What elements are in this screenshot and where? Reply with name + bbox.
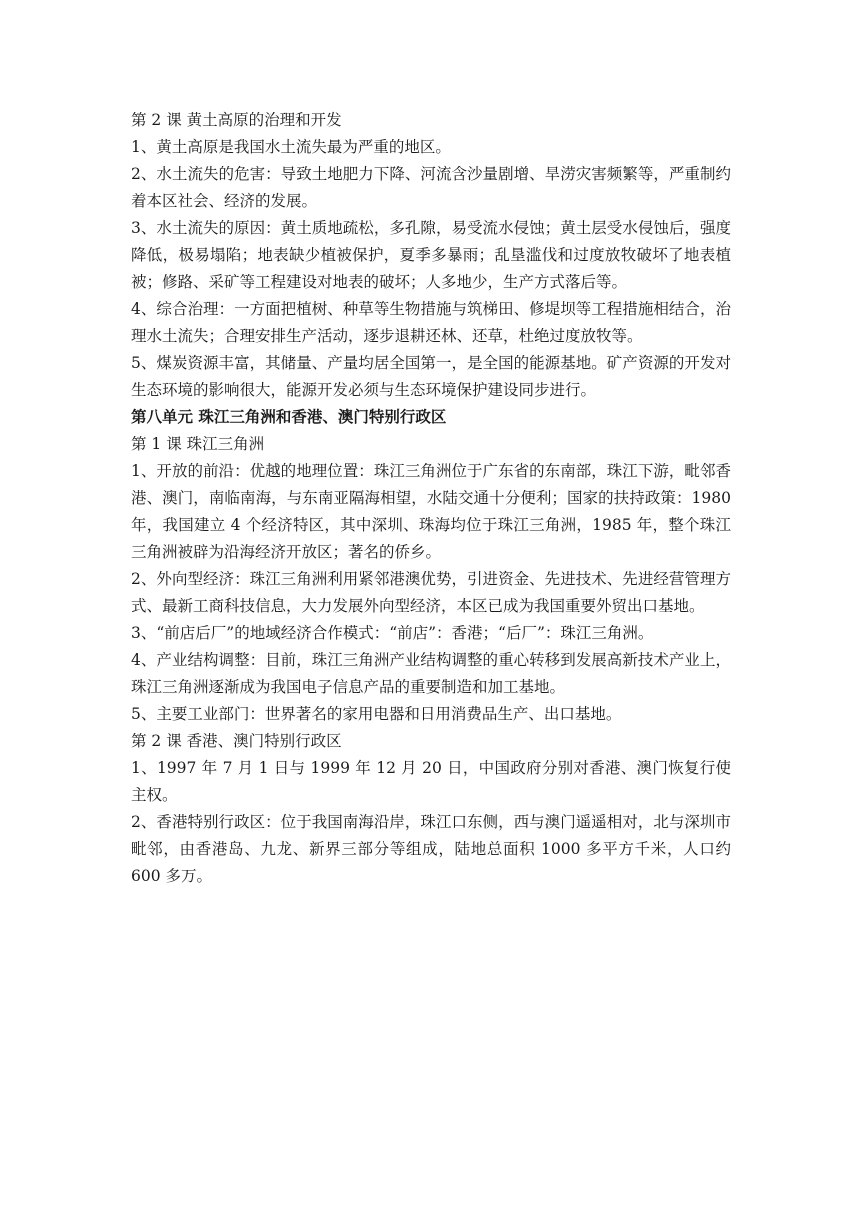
paragraph: 1、开放的前沿：优越的地理位置：珠江三角洲位于广东省的东南部，珠江下游，毗邻香港、澳门，南临南海，与东南亚隔海相望，水陆交通十分便利；国家的扶持政策：1980 年，我国建立 4 个经济特区，其中深圳、珠海均位于珠江三角洲，1985 年，整个珠江三角洲被辟为沿海经济开放区；著名的侨乡。: [131, 462, 731, 561]
document-body: [131, 107, 731, 890]
paragraph: 4、综合治理：一方面把植树、种草等生物措施与筑梯田、修堤坝等工程措施相结合，治理水土流失；合理安排生产活动，逐步退耕还林、还草，杜绝过度放牧等。: [131, 300, 731, 345]
lesson-title: 第 2 课 香港、澳门特别行政区: [131, 732, 342, 750]
lesson-title: 第 1 课 珠江三角洲: [131, 435, 265, 453]
paragraph: 3、水土流失的原因：黄土质地疏松，多孔隙，易受流水侵蚀；黄土层受水侵蚀后，强度降低，极易塌陷；地表缺少植被保护，夏季多暴雨；乱垦滥伐和过度放牧破坏了地表植被；修路、采矿等工程建设对地表的破坏；人多地少，生产方式落后等。: [131, 219, 731, 291]
paragraph: 5、煤炭资源丰富，其储量、产量均居全国第一，是全国的能源基地。矿产资源的开发对生态环境的影响很大，能源开发必须与生态环境保护建设同步进行。: [131, 354, 731, 399]
paragraph: 1、1997 年 7 月 1 日与 1999 年 12 月 20 日，中国政府分别对香港、澳门恢复行使主权。: [131, 759, 731, 804]
paragraph: 4、产业结构调整：目前，珠江三角洲产业结构调整的重心转移到发展高新技术产业上，珠江三角洲逐渐成为我国电子信息产品的重要制造和加工基地。: [131, 651, 731, 696]
paragraph: 2、外向型经济：珠江三角洲利用紧邻港澳优势，引进资金、先进技术、先进经营管理方式、最新工商科技信息，大力发展外向型经济，本区已成为我国重要外贸出口基地。: [131, 570, 731, 615]
paragraph: 3、“前店后厂”的地域经济合作模式：“前店”：香港；“后厂”：珠江三角洲。: [131, 624, 654, 642]
paragraph: 2、水土流失的危害：导致土地肥力下降、河流含沙量剧增、旱涝灾害频繁等，严重制约着本区社会、经济的发展。: [131, 165, 731, 210]
lesson-title: 第 2 课 黄土高原的治理和开发: [131, 111, 342, 129]
paragraph: 1、黄土高原是我国水土流失最为严重的地区。: [131, 138, 451, 156]
paragraph: 2、香港特别行政区：位于我国南海沿岸，珠江口东侧，西与澳门遥遥相对，北与深圳市毗邻，由香港岛、九龙、新界三部分等组成，陆地总面积 1000 多平方千米，人口约 600 多万。: [131, 813, 731, 885]
paragraph: 5、主要工业部门：世界著名的家用电器和日用消费品生产、出口基地。: [131, 705, 622, 723]
unit-heading: 第八单元 珠江三角洲和香港、澳门特别行政区: [131, 408, 447, 426]
